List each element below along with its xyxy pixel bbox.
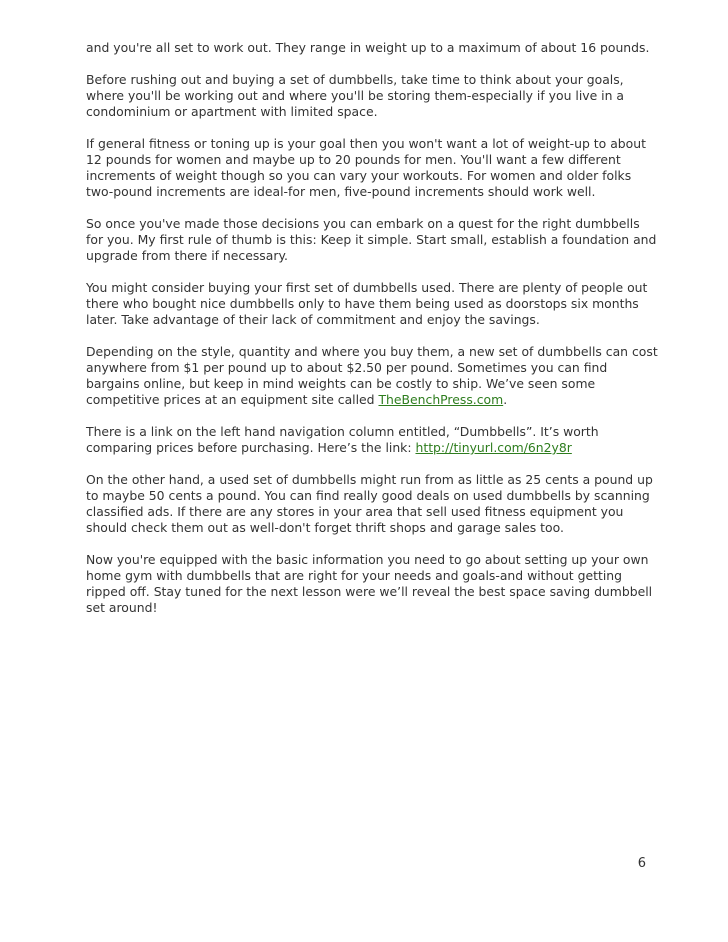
benchpress-link[interactable]: TheBenchPress.com bbox=[378, 392, 504, 407]
paragraph: On the other hand, a used set of dumbbells might run from as little as 25 cents a pound up to maybe 50 cents a pound. You can find really good deals on used dumbbells by scanning classified ads. If there are any stores in your area that sell used fitness equipment you should check them out as well-don't forget thrift shops and garage sales too. bbox=[86, 472, 653, 535]
document-body bbox=[86, 40, 658, 632]
paragraph: Now you're equipped with the basic information you need to go about setting up your own home gym with dumbbells that are right for your needs and goals-and without getting ripped off. Stay tuned for the next lesson were we’ll reveal the best space saving dumbbell set around! bbox=[86, 552, 653, 615]
paragraph: and you're all set to work out. They range in weight up to a maximum of about 16 pounds. bbox=[86, 40, 650, 55]
tinyurl-link[interactable]: http://tinyurl.com/6n2y8r bbox=[415, 440, 572, 455]
paragraph: So once you've made those decisions you can embark on a quest for the right dumbbells for you. My first rule of thumb is this: Keep it simple. Start small, establish a foundation and upgrade from there if necessary. bbox=[86, 216, 657, 263]
paragraph: Before rushing out and buying a set of dumbbells, take time to think about your goals, where you'll be working out and where you'll be storing them-especially if you live in a condominium or apartment with limited space. bbox=[86, 72, 624, 119]
paragraph-link-text: There is a link on the left hand navigation column entitled, “Dumbbells”. It’s worth comparing prices before purchasing. Here’s the link: bbox=[86, 424, 599, 455]
paragraph: If general fitness or toning up is your goal then you won't want a lot of weight-up to about 12 pounds for women and maybe up to 20 pounds for men. You'll want a few different increments of weight though so you can vary your workouts. For women and older folks two-pound increments are ideal-for men, five-pound increments should work well. bbox=[86, 136, 646, 199]
paragraph: You might consider buying your first set of dumbbells used. There are plenty of people out there who bought nice dumbbells only to have them being used as doorstops six months later. Take advantage of their lack of commitment and enjoy the savings. bbox=[86, 280, 648, 327]
paragraph-pricing-end: . bbox=[503, 392, 508, 407]
paragraph-link bbox=[86, 424, 658, 456]
paragraph-pricing bbox=[86, 344, 658, 408]
paragraph-pricing-text: Depending on the style, quantity and where you buy them, a new set of dumbbells can cost anywhere from $1 per pound up to about $2.50 per pound. Sometimes you can find bargains online, but keep in mind weights can be costly to ship. We’ve seen some competitive prices at an equipment site called bbox=[86, 344, 658, 407]
page-number: 6 bbox=[637, 856, 646, 871]
